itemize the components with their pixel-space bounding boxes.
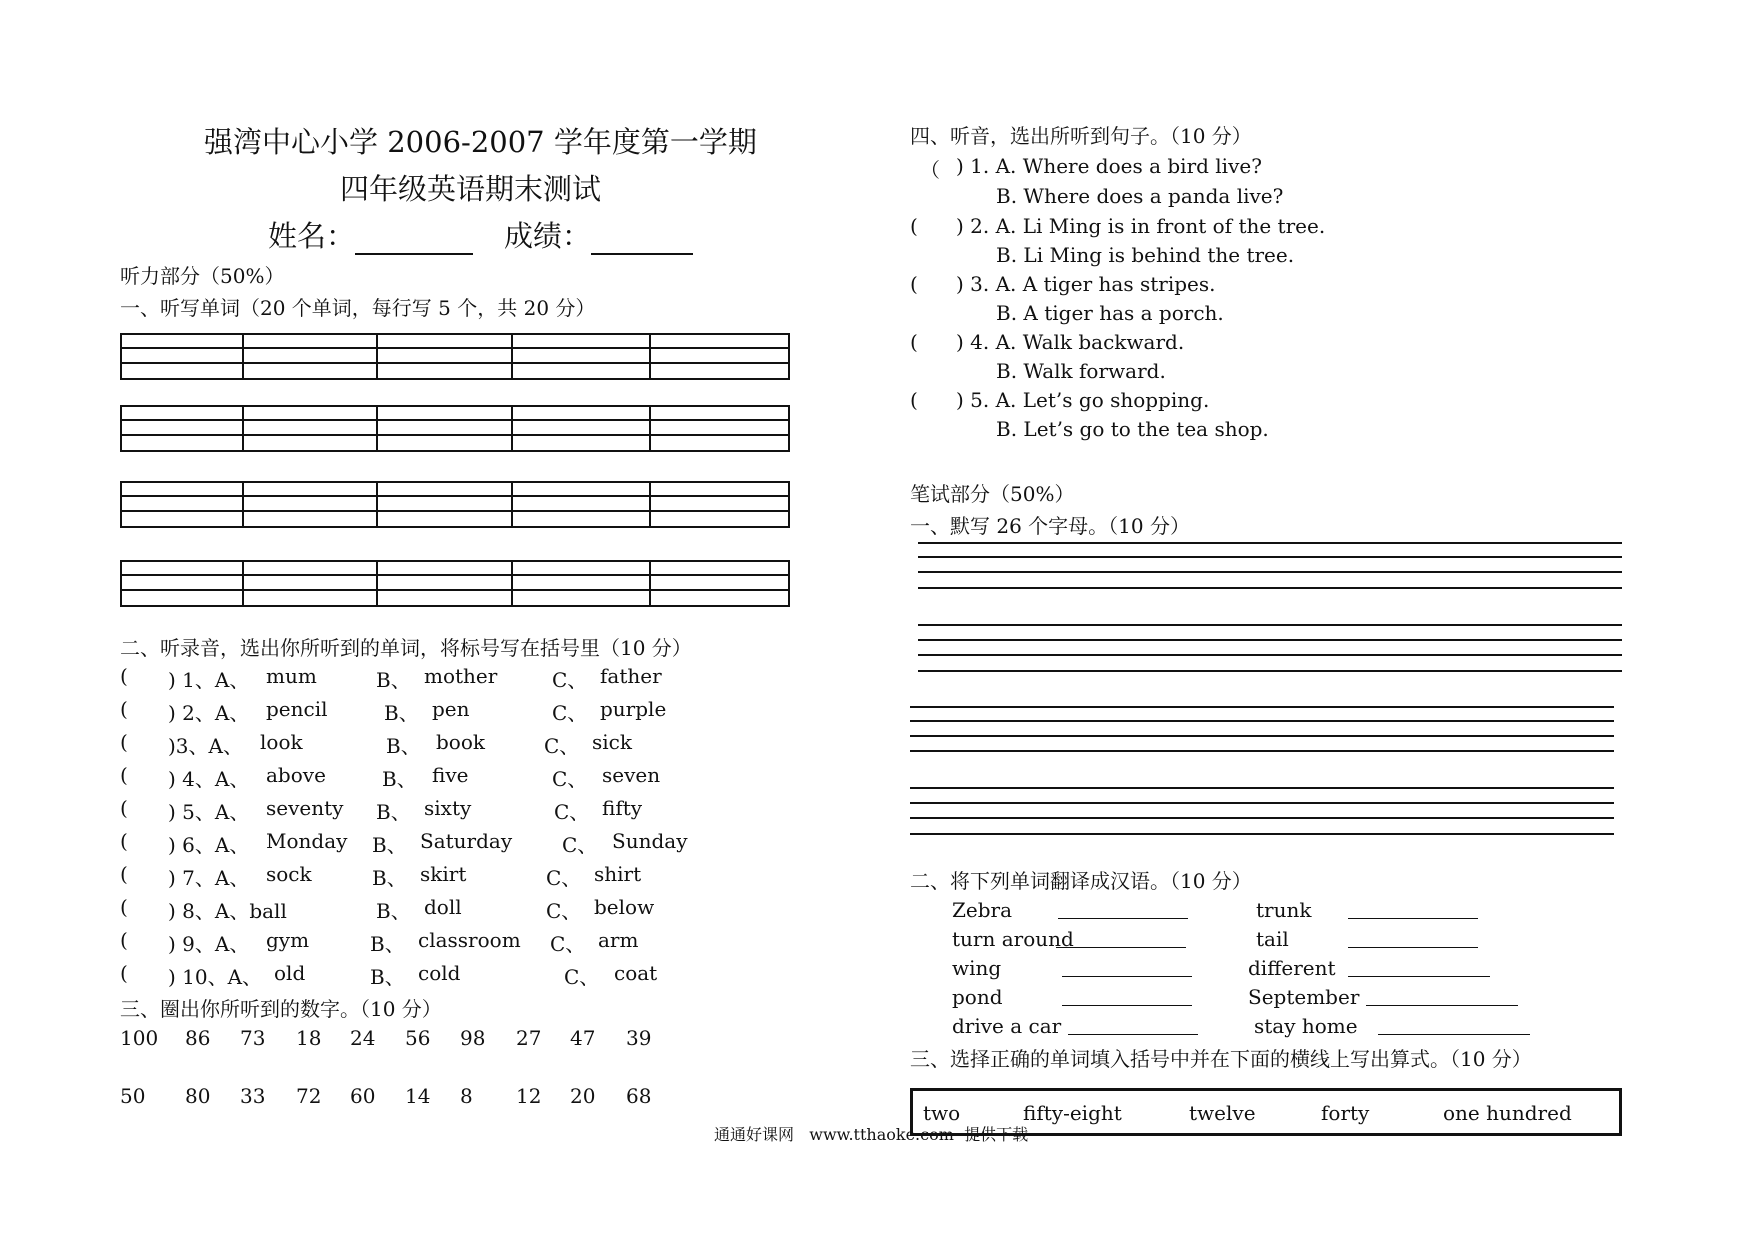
number-choice[interactable]: 47 — [570, 1026, 596, 1050]
option-a: look — [260, 730, 303, 754]
sentence-option-a: ) 1. A. Where does a bird live? — [956, 154, 1262, 178]
option-b-label: B、 — [372, 866, 407, 890]
option-b: cold — [418, 961, 461, 985]
option-c: fifty — [602, 796, 643, 820]
translation-blank[interactable] — [1062, 985, 1192, 1006]
number-choice[interactable]: 100 — [120, 1026, 159, 1050]
name-field — [268, 214, 473, 255]
option-c: purple — [600, 697, 667, 721]
translation-blank[interactable] — [1366, 985, 1518, 1006]
word-bank-item: one hundred — [1443, 1101, 1572, 1125]
item-number: ) 7、A、 — [168, 866, 250, 890]
option-b-label: B、 — [376, 899, 411, 923]
option-b: mother — [424, 664, 498, 688]
number-choice[interactable]: 8 — [460, 1084, 473, 1108]
name-blank[interactable] — [355, 227, 473, 255]
option-c-label: C、 — [554, 800, 590, 824]
option-b-label: B、 — [384, 701, 419, 725]
answer-bracket[interactable]: ( — [120, 763, 128, 787]
sentence-option-a: ) 2. A. Li Ming is in front of the tree. — [956, 214, 1326, 238]
translate-word: tail — [1256, 927, 1289, 951]
item-number: ) 10、A、 — [168, 965, 263, 989]
translation-blank[interactable] — [1058, 898, 1188, 919]
option-c-label: C、 — [552, 767, 588, 791]
word-bank-item: forty — [1321, 1101, 1370, 1125]
number-choice[interactable]: 98 — [460, 1026, 486, 1050]
number-choice[interactable]: 86 — [185, 1026, 211, 1050]
word-bank-item: two — [923, 1101, 961, 1125]
option-c: arm — [598, 928, 639, 952]
answer-bracket[interactable]: ( — [120, 730, 128, 754]
option-b-label: B、 — [370, 932, 405, 956]
sentence-option-a: ) 3. A. A tiger has stripes. — [956, 272, 1216, 296]
translate-word: trunk — [1256, 898, 1312, 922]
answer-bracket[interactable]: ( — [120, 862, 128, 886]
option-a: pencil — [266, 697, 328, 721]
listening-heading: 听力部分（50%） — [120, 264, 285, 288]
translate-word: pond — [952, 985, 1003, 1009]
number-choice[interactable]: 20 — [570, 1084, 596, 1108]
score-field — [504, 214, 693, 255]
answer-bracket[interactable]: ( — [910, 272, 918, 296]
option-b: book — [436, 730, 486, 754]
option-c: seven — [602, 763, 661, 787]
number-choice[interactable]: 60 — [350, 1084, 376, 1108]
footer-site-url[interactable]: www.tthaoke.com — [809, 1125, 954, 1144]
translate-word: stay home — [1254, 1014, 1358, 1038]
option-b-label: B、 — [376, 668, 411, 692]
option-a: mum — [266, 664, 317, 688]
word-bank-item: fifty-eight — [1023, 1101, 1122, 1125]
number-choice[interactable]: 39 — [626, 1026, 652, 1050]
option-c-label: C、 — [562, 833, 598, 857]
answer-bracket[interactable]: ( — [120, 829, 128, 853]
writing-heading: 笔试部分（50%） — [910, 482, 1075, 506]
option-a: Monday — [266, 829, 348, 853]
number-choice[interactable]: 68 — [626, 1084, 652, 1108]
exam-title: 四年级英语期末测试 — [340, 172, 602, 206]
number-choice[interactable]: 27 — [516, 1026, 542, 1050]
number-choice[interactable]: 80 — [185, 1084, 211, 1108]
item-number: ) 6、A、 — [168, 833, 250, 857]
option-c-label: C、 — [546, 899, 582, 923]
translate-word: different — [1248, 956, 1336, 980]
writing-sec3-title: 三、选择正确的单词填入括号中并在下面的横线上写出算式。（10 分） — [910, 1047, 1532, 1071]
item-number: )3、A、 — [168, 734, 243, 758]
answer-bracket[interactable]: ( — [120, 796, 128, 820]
name-label: 姓名： — [268, 219, 356, 253]
sentence-option-b: B. A tiger has a porch. — [996, 301, 1224, 325]
sentence-option-b: B. Let’s go to the tea shop. — [996, 417, 1269, 441]
dictation-grid[interactable] — [120, 560, 790, 607]
sentence-option-b: B. Where does a panda live? — [996, 184, 1284, 208]
answer-bracket[interactable]: ( — [910, 214, 918, 238]
dictation-grid[interactable] — [120, 405, 790, 452]
option-b-label: B、 — [370, 965, 405, 989]
option-c-label: C、 — [550, 932, 586, 956]
answer-bracket[interactable]: ( — [910, 388, 918, 412]
answer-bracket[interactable]: ( — [120, 928, 128, 952]
number-choice[interactable]: 12 — [516, 1084, 542, 1108]
word-bank-item: twelve — [1189, 1101, 1256, 1125]
option-b: classroom — [418, 928, 521, 952]
number-choice[interactable]: 72 — [296, 1084, 322, 1108]
footer-site-name: 通通好课网 — [714, 1125, 795, 1144]
listening-sec2-title: 二、听录音，选出你所听到的单词，将标号写在括号里（10 分） — [120, 636, 692, 660]
translate-word: wing — [952, 956, 1002, 980]
option-b-label: B、 — [386, 734, 421, 758]
option-b: pen — [432, 697, 470, 721]
item-number: ) 8、A、ball — [168, 899, 287, 923]
number-choice[interactable]: 50 — [120, 1084, 146, 1108]
number-choice[interactable]: 24 — [350, 1026, 376, 1050]
sentence-option-a: ) 4. A. Walk backward. — [956, 330, 1185, 354]
school-term-title: 强湾中心小学 2006-2007 学年度第一学期 — [204, 125, 757, 159]
answer-bracket[interactable]: （ — [920, 158, 940, 182]
translate-word: September — [1248, 985, 1360, 1009]
option-c-label: C、 — [544, 734, 580, 758]
option-c-label: C、 — [552, 701, 588, 725]
answer-bracket[interactable]: ( — [120, 664, 128, 688]
number-choice[interactable]: 33 — [240, 1084, 266, 1108]
score-label: 成绩： — [504, 219, 592, 253]
number-choice[interactable]: 73 — [240, 1026, 266, 1050]
option-c: coat — [614, 961, 658, 985]
option-a: old — [274, 961, 306, 985]
option-c-label: C、 — [564, 965, 600, 989]
footer-download: 提供下载 — [964, 1125, 1029, 1144]
option-c: Sunday — [612, 829, 688, 853]
number-choice[interactable]: 14 — [405, 1084, 431, 1108]
answer-bracket[interactable]: ( — [120, 961, 128, 985]
option-b: Saturday — [420, 829, 513, 853]
option-a: gym — [266, 928, 310, 952]
option-c-label: C、 — [552, 668, 588, 692]
listening-sec3-title: 三、圈出你所听到的数字。（10 分） — [120, 997, 442, 1021]
item-number: ) 2、A、 — [168, 701, 250, 725]
answer-bracket[interactable]: ( — [120, 895, 128, 919]
sentence-option-b: B. Walk forward. — [996, 359, 1166, 383]
translation-blank[interactable] — [1062, 956, 1192, 977]
option-b: five — [432, 763, 469, 787]
answer-bracket[interactable]: ( — [910, 330, 918, 354]
translate-word: drive a car — [952, 1014, 1062, 1038]
translate-word: Zebra — [952, 898, 1013, 922]
dictation-grid[interactable] — [120, 481, 790, 528]
number-choice[interactable]: 56 — [405, 1026, 431, 1050]
translate-word: turn around — [952, 927, 1074, 951]
option-b-label: B、 — [372, 833, 407, 857]
option-c: father — [600, 664, 662, 688]
translation-blank[interactable] — [1056, 927, 1186, 948]
sentence-option-a: ) 5. A. Let’s go shopping. — [956, 388, 1210, 412]
sentence-option-b: B. Li Ming is behind the tree. — [996, 243, 1295, 267]
item-number: ) 1、A、 — [168, 668, 250, 692]
option-b-label: B、 — [382, 767, 417, 791]
translation-blank[interactable] — [1068, 1014, 1198, 1035]
answer-bracket[interactable]: ( — [120, 697, 128, 721]
footer — [714, 1122, 1028, 1145]
option-c-label: C、 — [546, 866, 582, 890]
option-a: above — [266, 763, 326, 787]
item-number: ) 5、A、 — [168, 800, 250, 824]
item-number: ) 9、A、 — [168, 932, 250, 956]
translation-blank[interactable] — [1348, 927, 1478, 948]
score-blank[interactable] — [591, 227, 693, 255]
dictation-grid[interactable] — [120, 333, 790, 380]
option-c: shirt — [594, 862, 642, 886]
translation-blank[interactable] — [1348, 898, 1478, 919]
option-b: skirt — [420, 862, 467, 886]
number-choice[interactable]: 18 — [296, 1026, 322, 1050]
listening-sec1-title: 一、听写单词（20 个单词，每行写 5 个，共 20 分） — [120, 296, 596, 320]
writing-sec1-title: 一、默写 26 个字母。（10 分） — [910, 514, 1190, 538]
translation-blank[interactable] — [1378, 1014, 1530, 1035]
translation-blank[interactable] — [1348, 956, 1490, 977]
option-c: sick — [592, 730, 632, 754]
option-a: sock — [266, 862, 312, 886]
option-a: seventy — [266, 796, 344, 820]
option-b-label: B、 — [376, 800, 411, 824]
item-number: ) 4、A、 — [168, 767, 250, 791]
option-b: sixty — [424, 796, 472, 820]
option-b: doll — [424, 895, 462, 919]
listening-sec4-title: 四、听音，选出所听到句子。（10 分） — [910, 124, 1252, 148]
option-c: below — [594, 895, 655, 919]
writing-sec2-title: 二、将下列单词翻译成汉语。（10 分） — [910, 869, 1252, 893]
